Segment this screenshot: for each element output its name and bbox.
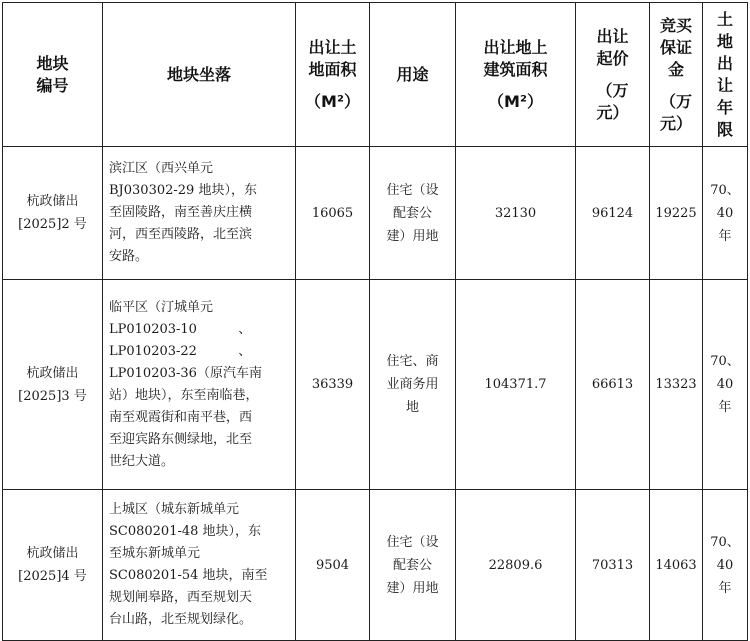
start-price-cell: 66613 xyxy=(576,280,650,490)
header-deposit xyxy=(650,3,703,147)
header-building-area-line: 出让地上 xyxy=(483,37,548,57)
term-line: 70、 xyxy=(710,182,740,198)
use-line: 住宅、商 xyxy=(386,354,439,369)
use-line: 地 xyxy=(405,400,419,415)
term-line: 40 xyxy=(716,205,734,221)
header-term xyxy=(703,3,748,147)
location-line: 滨江区（西兴单元 xyxy=(109,161,214,176)
use-cell xyxy=(370,490,456,641)
use-line: 配套公 xyxy=(392,557,432,573)
header-term-char: 土 xyxy=(716,9,733,29)
term-line: 70、 xyxy=(710,534,740,550)
use-line: 配套公 xyxy=(392,205,432,221)
term-line: 70、 xyxy=(710,354,740,369)
location-line: 台山路，北至规划绿化。 xyxy=(109,612,253,627)
building-area-cell: 32130 xyxy=(456,147,576,280)
header-term-char: 地 xyxy=(716,31,733,51)
land-transfer-table xyxy=(2,2,748,641)
location-line: SC080201-48 地块），东 xyxy=(109,524,262,539)
plot-no-line: 杭政储出 xyxy=(26,546,79,561)
term-line: 40 xyxy=(716,557,734,573)
table-row xyxy=(3,147,748,280)
plot-no-cell xyxy=(3,490,103,641)
deposit-cell: 14063 xyxy=(650,490,703,641)
location-line: 规划闸皋路，西至规划天 xyxy=(109,590,253,605)
term-line: 年 xyxy=(718,400,732,415)
location-line: SC080201-54 地块，南至 xyxy=(109,568,268,583)
plot-no-line: 杭政储出 xyxy=(26,365,79,381)
header-land-area xyxy=(296,3,370,147)
plot-no-cell xyxy=(3,147,103,280)
building-area-cell: 22809.6 xyxy=(456,490,576,641)
location-line: 南至观霞街和南平巷，西 xyxy=(109,409,253,425)
location-line: 安路。 xyxy=(109,249,149,264)
location-line: 至迎宾路东侧绿地，北至 xyxy=(109,431,253,447)
header-term-char: 让 xyxy=(716,75,733,95)
plot-no-line: [2025]2 号 xyxy=(18,217,87,232)
location-line: LP010203-10 、 xyxy=(109,321,252,337)
plot-no-line: [2025]3 号 xyxy=(18,388,87,404)
header-use xyxy=(370,3,456,147)
use-cell xyxy=(370,147,456,280)
table-row xyxy=(3,490,748,641)
land-area-cell: 36339 xyxy=(296,280,370,490)
use-line: 建）用地 xyxy=(386,580,439,596)
location-cell xyxy=(103,147,296,280)
term-line: 年 xyxy=(718,228,732,244)
land-area-cell: 16065 xyxy=(296,147,370,280)
header-land-area-unit: （M²） xyxy=(305,91,360,111)
header-start-price xyxy=(576,3,650,147)
location-line: 至固陵路，南至善庆庄横 xyxy=(109,205,253,220)
location-line: 站）地块），东至南临巷， xyxy=(109,387,259,403)
land-area-cell: 9504 xyxy=(296,490,370,641)
header-start-price-unit: （万 xyxy=(596,80,629,100)
header-term-char: 出 xyxy=(716,53,733,73)
location-line: 至城东新城单元 xyxy=(109,546,201,561)
use-line: 住宅（设 xyxy=(386,534,439,550)
use-line: 建）用地 xyxy=(386,228,439,244)
header-row xyxy=(3,3,748,147)
table-row xyxy=(3,280,748,490)
plot-no-cell xyxy=(3,280,103,490)
term-line: 40 xyxy=(716,377,734,392)
header-building-area-line: 建筑面积 xyxy=(483,59,548,79)
location-line: 临平区（汀城单元 xyxy=(109,299,214,315)
header-start-price-line: 起价 xyxy=(596,48,629,68)
header-land-area-line: 出让土 xyxy=(308,37,357,57)
location-line: BJ030302-29 地块），东 xyxy=(109,183,257,198)
term-cell xyxy=(703,280,748,490)
header-plot-no-line: 地块 xyxy=(36,53,69,73)
header-deposit-line: 金 xyxy=(667,59,684,79)
location-cell xyxy=(103,490,296,641)
header-plot-no xyxy=(3,3,103,147)
term-cell xyxy=(703,147,748,280)
header-deposit-unit: 元） xyxy=(659,113,692,133)
building-area-cell: 104371.7 xyxy=(456,280,576,490)
header-term-char: 限 xyxy=(716,119,733,139)
use-line: 业商务用 xyxy=(386,377,439,392)
use-line: 住宅（设 xyxy=(386,182,439,198)
header-deposit-line: 保证 xyxy=(659,37,692,57)
header-location xyxy=(103,3,296,147)
header-use-label: 用途 xyxy=(396,64,429,84)
plot-no-line: 杭政储出 xyxy=(26,194,79,209)
location-line: 上城区（城东新城单元 xyxy=(109,502,240,517)
use-cell xyxy=(370,280,456,490)
header-start-price-line: 出让 xyxy=(596,26,629,46)
header-building-area xyxy=(456,3,576,147)
header-deposit-line: 竞买 xyxy=(659,15,692,35)
location-line: 河，西至西陵路，北至滨 xyxy=(109,227,253,242)
header-location-label: 地块坐落 xyxy=(166,64,231,84)
start-price-cell: 70313 xyxy=(576,490,650,641)
plot-no-line: [2025]4 号 xyxy=(18,569,87,584)
header-land-area-line: 地面积 xyxy=(308,59,357,79)
header-start-price-unit: 元） xyxy=(596,102,629,122)
deposit-cell: 13323 xyxy=(650,280,703,490)
location-line: LP010203-22 、 xyxy=(109,343,252,359)
location-cell xyxy=(103,280,296,490)
term-cell xyxy=(703,490,748,641)
deposit-cell: 19225 xyxy=(650,147,703,280)
header-deposit-unit: （万 xyxy=(659,91,692,111)
header-plot-no-line: 编号 xyxy=(36,75,69,95)
location-line: LP010203-36（原汽车南 xyxy=(109,365,262,381)
location-line: 世纪大道。 xyxy=(109,453,175,469)
header-term-char: 年 xyxy=(716,97,733,117)
start-price-cell: 96124 xyxy=(576,147,650,280)
term-line: 年 xyxy=(718,580,732,596)
header-building-area-unit: （M²） xyxy=(488,91,543,111)
